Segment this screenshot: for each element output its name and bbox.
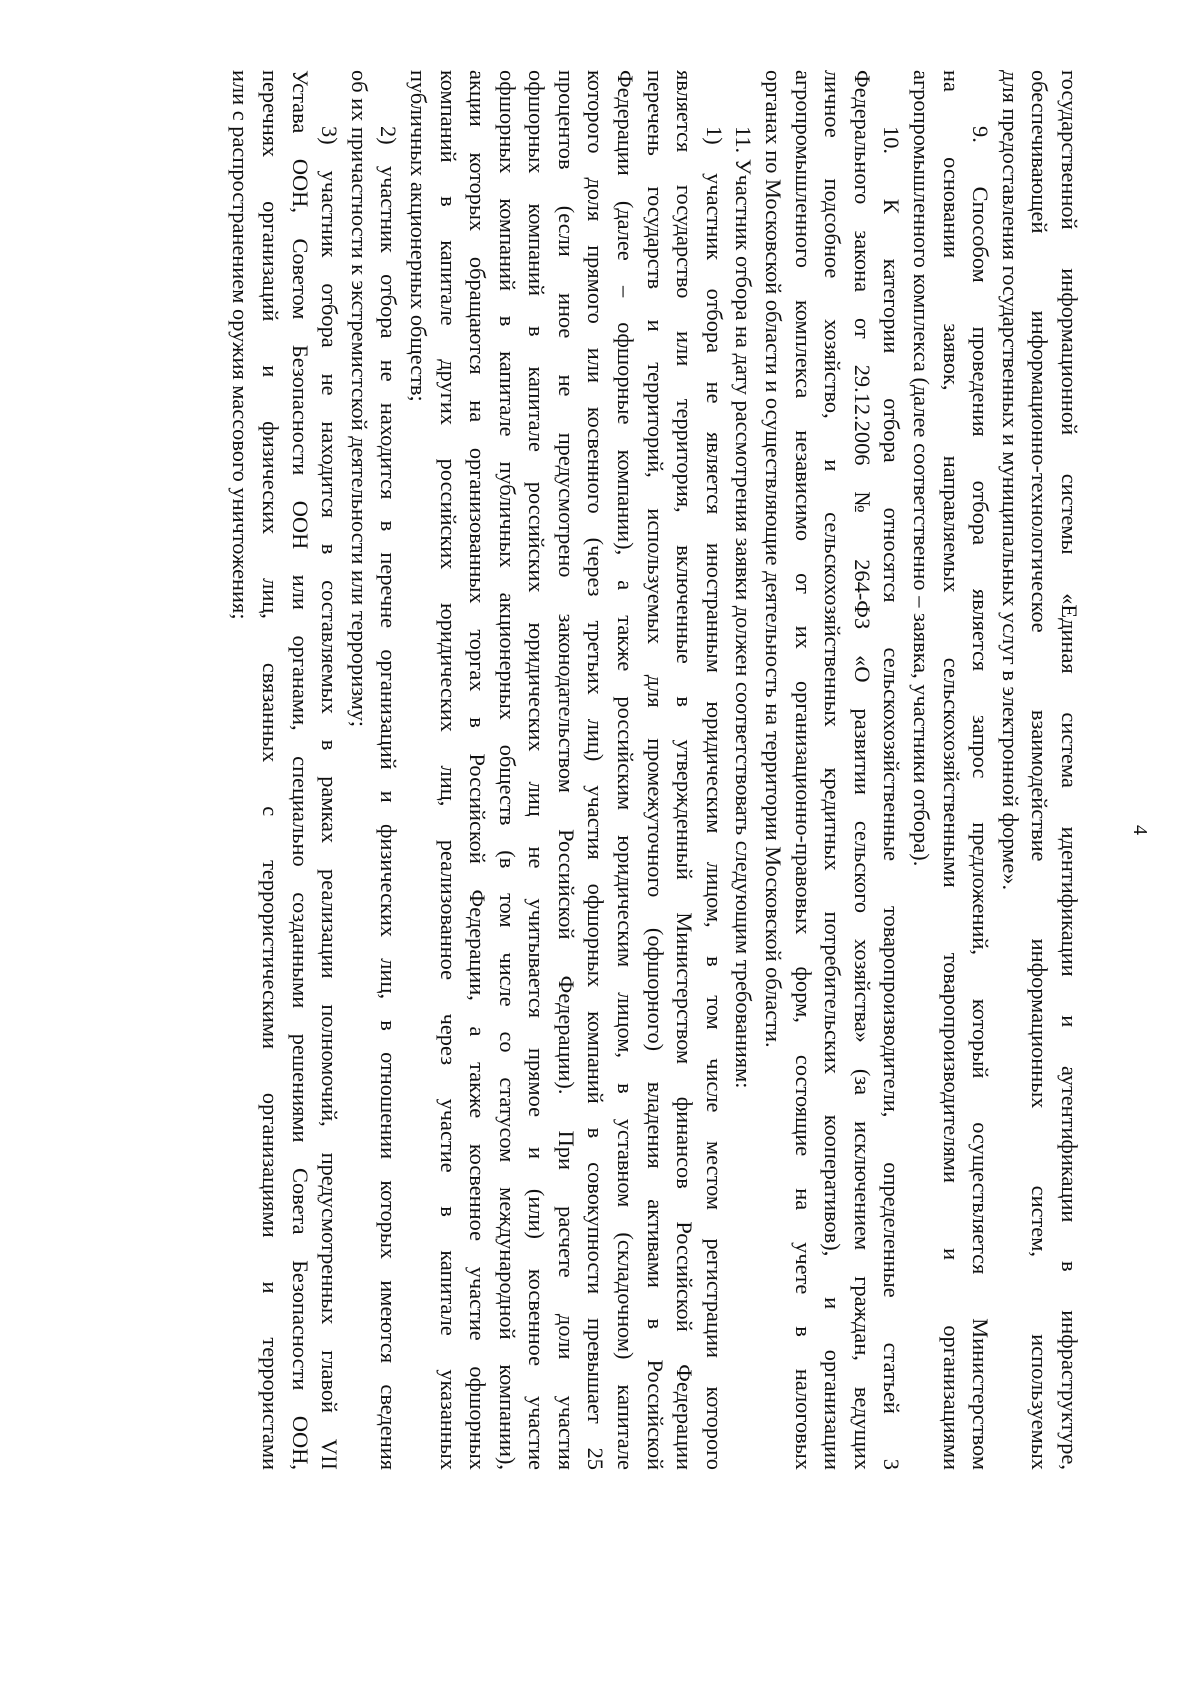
- text-line: личное подсобное хозяйство, и сельскохозяйственных кредитных потребительских кооперативов), и организации: [820, 70, 846, 1470]
- text-line: 9. Способом проведения отбора является запрос предложений, который осуществляется Министерством: [968, 126, 994, 1470]
- text-line: которого доля прямого или косвенного (через третьих лиц) участия офшорных компаний в совокупности превышает 25: [583, 70, 609, 1470]
- text-line: перечнях организаций и физических лиц, связанных с террористическими организациями и террористами: [257, 70, 283, 1470]
- text-line: или с распространением оружия массового уничтожения;: [228, 70, 254, 620]
- text-line: офшорных компаний в капитале публичных акционерных обществ (в том числе со статусом международной компании),: [494, 70, 520, 1470]
- text-line: об их причастности к экстремистской деятельности или терроризму;: [346, 70, 372, 728]
- text-line: акции которых обращаются на организованных торгах в Российской Федерации, а также косвенное участие офшорных: [465, 70, 491, 1470]
- text-line: на основании заявок, направляемых сельскохозяйственными товаропроизводителями и организациями: [938, 70, 964, 1470]
- text-line: перечень государств и территорий, используемых для промежуточного (офшорного) владения активами в Российской: [642, 70, 668, 1470]
- text-line: обеспечивающей информационно-технологическое взаимодействие информационных систем, используемых: [1027, 70, 1053, 1470]
- text-line: Федерального закона от 29.12.2006 № 264-ФЗ «О развитии сельского хозяйства» (за исключением граждан, ведущих: [849, 70, 875, 1470]
- text-line: государственной информационной системы «Единая система идентификации и аутентификации в инфраструктуре,: [1057, 70, 1082, 1470]
- text-line: является государство или территория, включенные в утвержденный Министерством финансов Российской Федерации: [672, 70, 698, 1470]
- rotated-page-content: [70, 50, 1150, 1610]
- text-line: Федерации (далее – офшорные компании), а также российским юридическим лицом, в уставном (складочном) капитале: [613, 70, 639, 1470]
- text-line: агропромышленного комплекса (далее соответственно – заявка, участники отбора).: [909, 70, 935, 867]
- text-line: 11. Участник отбора на дату рассмотрения заявки должен соответствовать следующим требованиям:: [731, 126, 757, 1089]
- text-line: публичных акционерных обществ;: [405, 70, 431, 402]
- text-line: 1) участник отбора не является иностранным юридическим лицом, в том числе местом регистрации которого: [701, 126, 727, 1470]
- text-line: 2) участник отбора не находится в перечне организаций и физических лиц, в отношении которых имеются сведения: [376, 126, 402, 1470]
- document-body: [226, 70, 1084, 1470]
- text-line: офшорных компаний в капитале российских юридических лиц не учитывается прямое и (или) косвенное участие: [524, 70, 550, 1470]
- text-line: компаний в капитале других российских юридических лиц, реализованное через участие в капитале указанных: [435, 70, 461, 1470]
- text-line: агропромышленного комплекса независимо от их организационно-правовых форм, состоящие на учете в налоговых: [790, 70, 816, 1470]
- text-line: для предоставления государственных и муниципальных услуг в электронной форме».: [997, 70, 1023, 891]
- text-line: Устава ООН, Советом Безопасности ООН или органами, специально созданными решениями Совета Безопасности ООН,: [287, 70, 313, 1470]
- text-line: 3) участник отбора не находится в составляемых в рамках реализации полномочий, предусмотренных главой VII: [317, 126, 343, 1470]
- text-line: процентов (если иное не предусмотрено законодательством Российской Федерации). При расчете доли участия: [553, 70, 579, 1470]
- text-line: 10. К категории отбора относятся сельскохозяйственные товаропроизводители, определенные статьей 3: [879, 126, 905, 1470]
- page-number: 4: [1129, 825, 1151, 835]
- text-line: органах по Московской области и осуществляющие деятельность на территории Московской области.: [761, 70, 787, 1048]
